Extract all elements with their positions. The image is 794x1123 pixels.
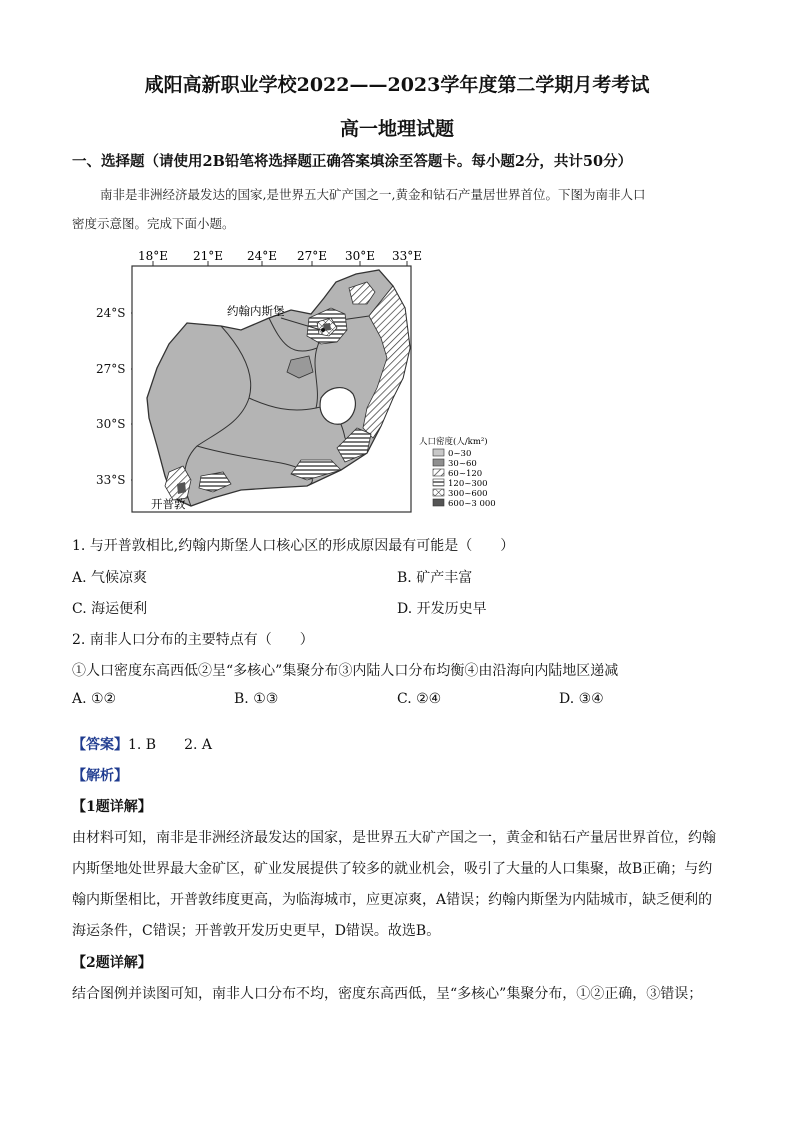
- detail-2-label: 【2题详解】: [72, 955, 152, 971]
- lesotho: [320, 388, 355, 425]
- question-2-option-a: A. ①②: [72, 691, 117, 707]
- question-2-option-c: C. ②④: [397, 691, 442, 707]
- detail-1-line: 由材料可知，南非是非洲经济最发达的国家，是世界五大矿产国之一，黄金和钻石产量居世界首位，约翰: [72, 830, 716, 846]
- lon-label-27: 27°E: [296, 249, 328, 263]
- question-1-option-a: A. 气候凉爽: [72, 570, 148, 586]
- answer-line: [72, 734, 212, 754]
- lat-label-30: 30°S: [96, 417, 126, 431]
- lon-label-33: 33°E: [391, 249, 423, 263]
- question-1-option-c: C. 海运便利: [72, 601, 148, 617]
- analysis-label: 【解析】: [72, 768, 128, 784]
- lat-label-33: 33°S: [96, 473, 126, 487]
- johannesburg-marker: [321, 328, 325, 332]
- legend: [433, 449, 496, 509]
- lat-label-24: 24°S: [96, 306, 126, 320]
- intro-line-1: 南非是非洲经济最发达的国家,是世界五大矿产国之一,黄金和钻石产量居世界首位。下图为南非人口: [100, 187, 646, 202]
- lat-label-27: 27°S: [96, 362, 126, 376]
- lon-label-30: 30°E: [344, 249, 376, 263]
- detail-2-line: 结合图例并读图可知，南非人口分布不均，密度东高西低，呈“多核心”集聚分布，①②正确，③错误；: [72, 986, 703, 1002]
- detail-1-line: 海运条件，C错误；开普敦开发历史更早，D错误。故选B。: [72, 923, 441, 939]
- section-heading: 一、选择题（请使用2B铅笔将选择题正确答案填涂至答题卡。每小题2分，共计50分）: [72, 153, 633, 170]
- legend-item: 300~600: [448, 489, 488, 499]
- page-title: 咸阳高新职业学校2022——2023学年度第二学期月考考试: [144, 74, 650, 96]
- population-density-map: [131, 248, 531, 520]
- legend-item: 600~3 000: [448, 499, 496, 509]
- legend-item: 30~60: [448, 459, 477, 469]
- lon-label-24: 24°E: [246, 249, 278, 263]
- question-2-statements: ①人口密度东高西低②呈“多核心”集聚分布③内陆人口分布均衡④由沿海向内陆地区递减: [72, 663, 619, 679]
- question-2-option-d: D. ③④: [559, 691, 604, 707]
- question-1-option-b: B. 矿产丰富: [397, 570, 473, 586]
- question-2-option-b: B. ①③: [234, 691, 279, 707]
- question-1-option-d: D. 开发历史早: [397, 601, 487, 617]
- detail-1-line: 内斯堡地处世界最大金矿区，矿业发展提供了较多的就业机会，吸引了大量的人口集聚，故B正确；与约: [72, 861, 713, 877]
- city-label-capetown: 开普敦: [151, 497, 186, 511]
- question-1-stem: 1. 与开普敦相比,约翰内斯堡人口核心区的形成原因最有可能是（ ）: [72, 538, 515, 554]
- answer-text: 1. B 2. A: [128, 737, 213, 753]
- city-label-johannesburg: 约翰内斯堡: [227, 304, 285, 318]
- legend-item: 60~120: [448, 469, 483, 479]
- answer-label: 【答案】: [72, 737, 128, 753]
- legend-title: 人口密度(人/km²): [419, 437, 488, 447]
- legend-item: 120~300: [448, 479, 488, 489]
- legend-item: 0~30: [448, 449, 472, 459]
- detail-1-line: 翰内斯堡相比，开普敦纬度更高，为临海城市，应更凉爽，A错误；约翰内斯堡为内陆城市，缺乏便利的: [72, 892, 713, 908]
- question-2-stem: 2. 南非人口分布的主要特点有（ ）: [72, 632, 314, 648]
- intro-line-2: 密度示意图。完成下面小题。: [72, 216, 235, 231]
- detail-1-label: 【1题详解】: [72, 799, 152, 815]
- lon-label-21: 21°E: [192, 249, 224, 263]
- lon-label-18: 18°E: [137, 249, 169, 263]
- page-subtitle: 高一地理试题: [339, 118, 454, 140]
